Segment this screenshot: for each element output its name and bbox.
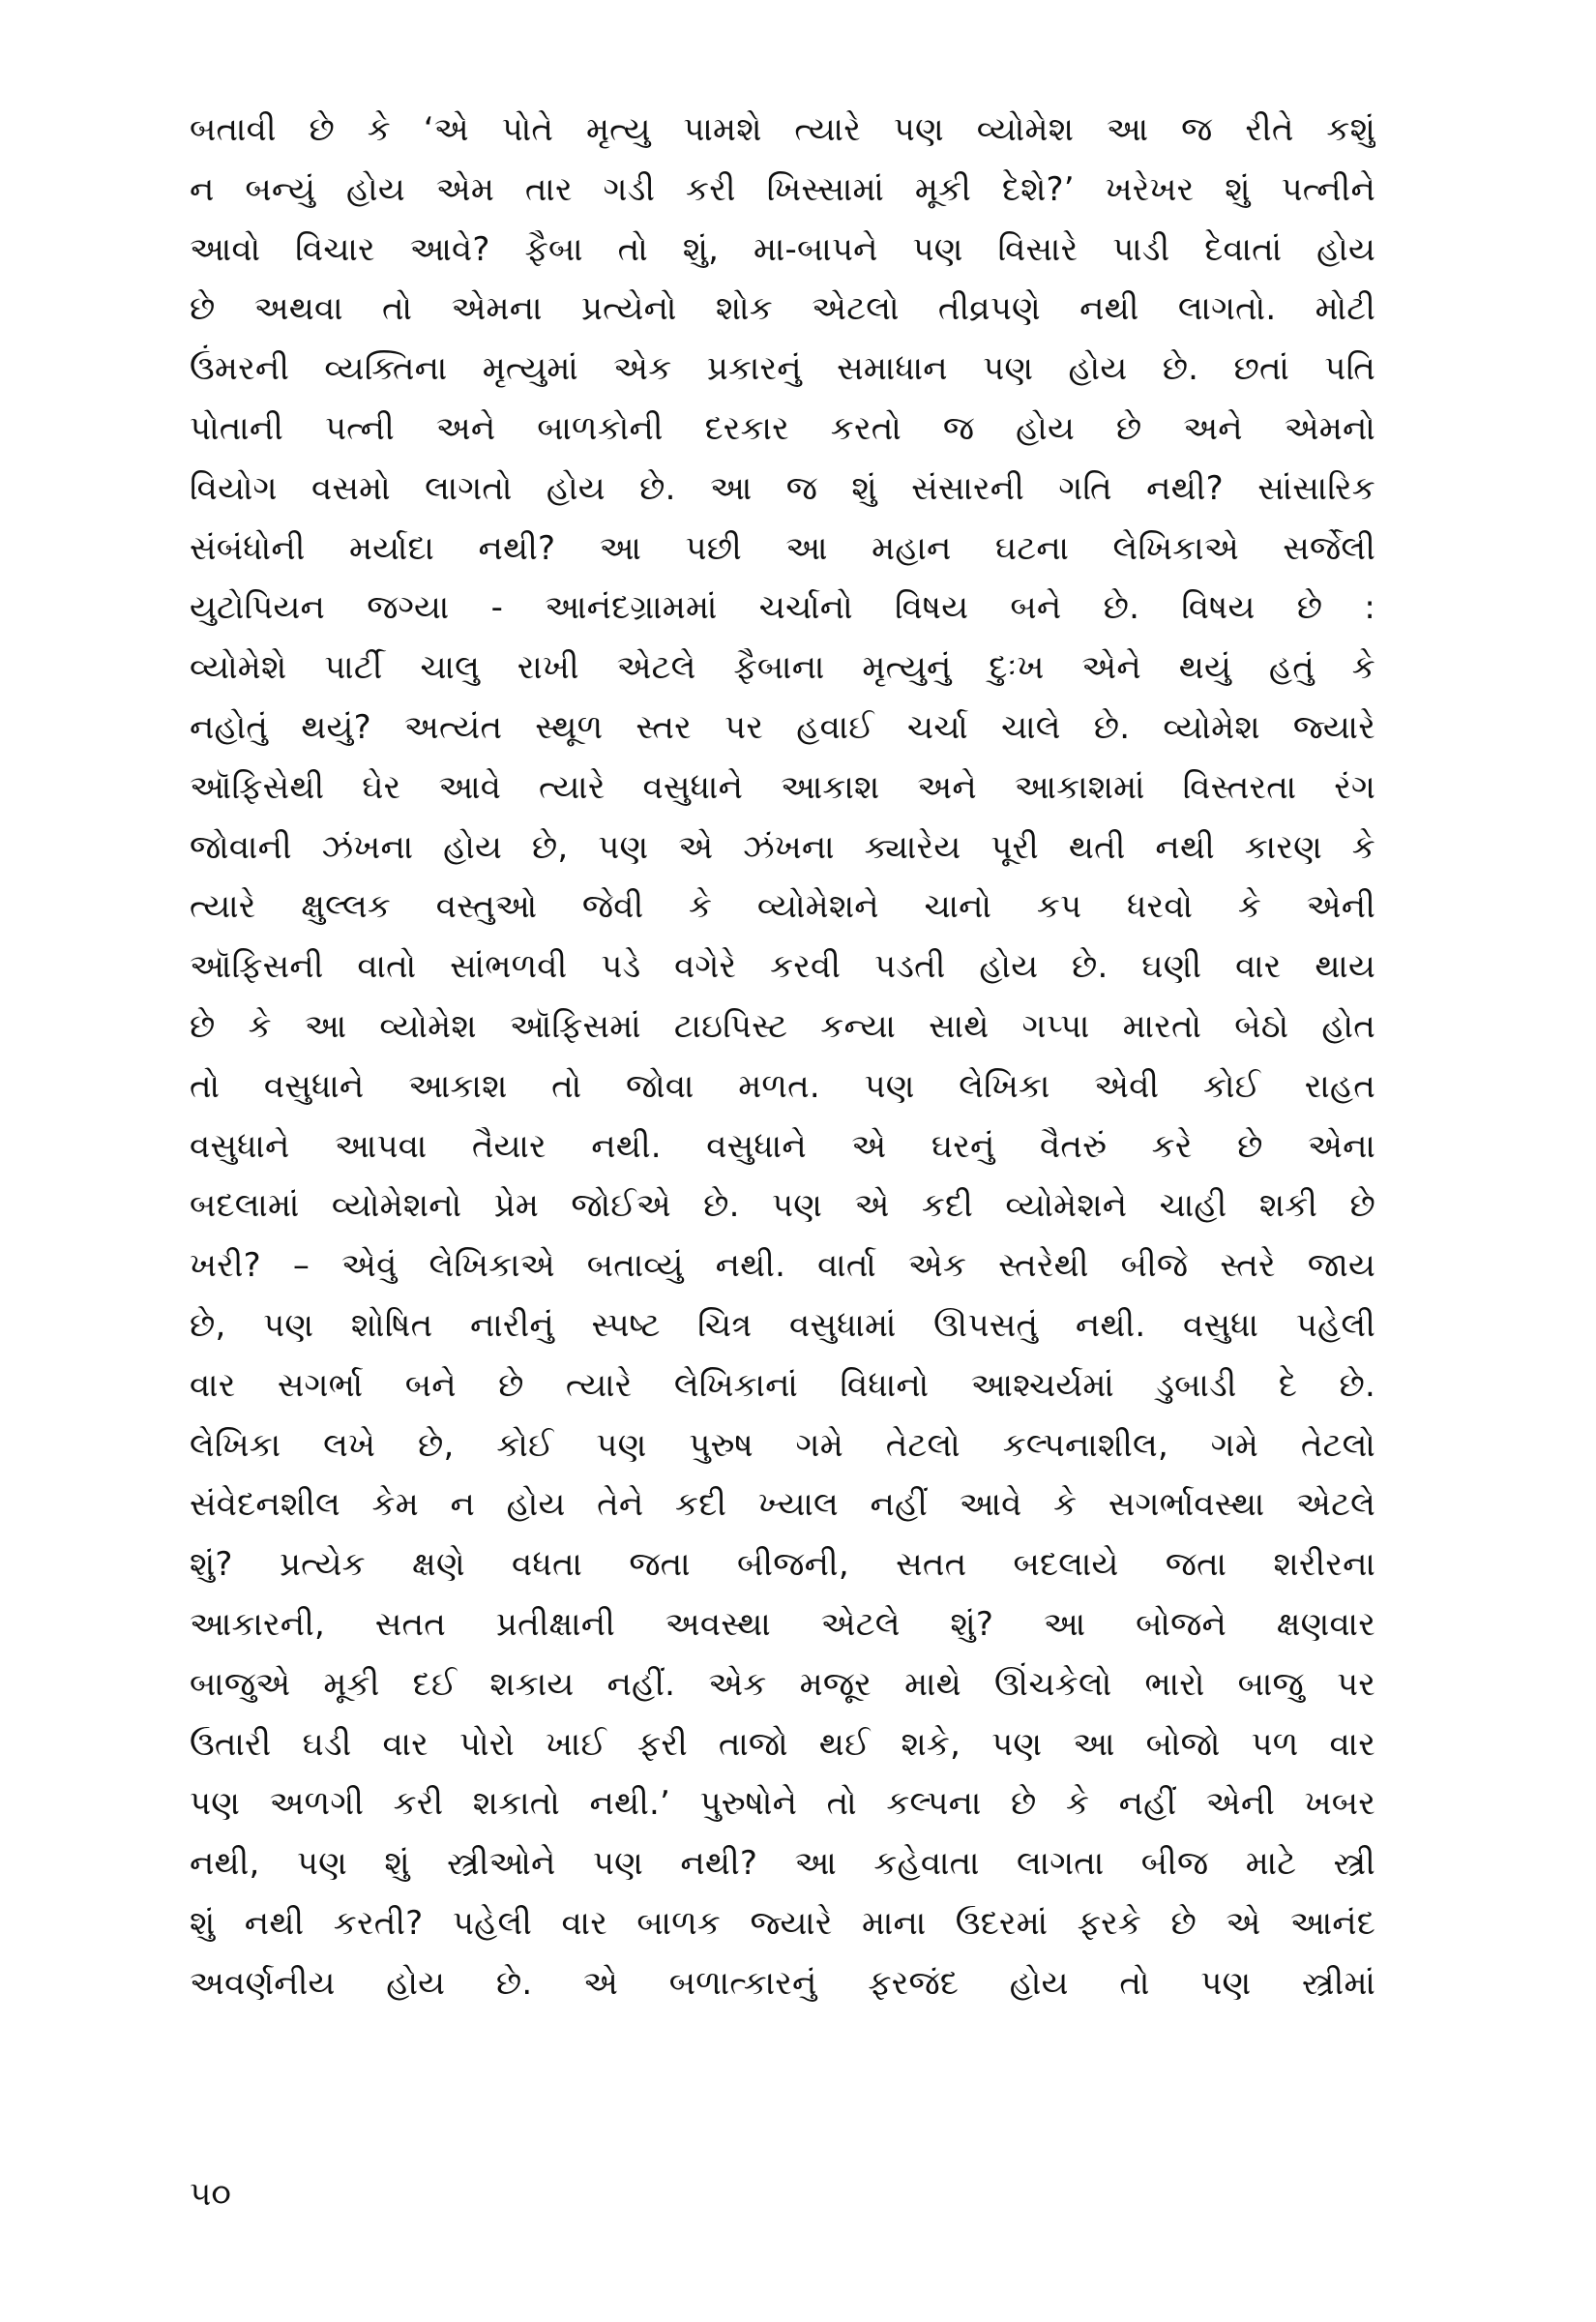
text-line-23: લેખિકા લખે છે, કોઈ પણ પુરુષ ગમે તેટલો કલ્પનાશીલ, ગમે તેટલો xyxy=(190,1425,1375,1465)
text-line-20: ખરી? – એવું લેખિકાએ બતાવ્યું નથી. વાર્તા એક સ્તરેથી બીજે સ્તરે જાય xyxy=(190,1246,1375,1286)
text-line-31: શું નથી કરતી? પહેલી વાર બાળક જ્યારે માના ઉદરમાં ફરકે છે એ આનંદ xyxy=(190,1903,1375,1943)
text-line-25: શું? પ્રત્યેક ક્ષણે વધતા જતા બીજની, સતત બદલાયે જતા શરીરના xyxy=(190,1545,1375,1585)
text-line-11: નહોતું થયું? અત્યંત સ્થૂળ સ્તર પર હવાઈ ચર્ચા ચાલે છે. વ્યોમેશ જ્યારે xyxy=(190,707,1375,747)
text-line-1: બતાવી છે કે ‘એ પોતે મૃત્યુ પામશે ત્યારે પણ વ્યોમેશ આ જ રીતે કશું xyxy=(190,110,1375,149)
text-line-9: યુટોપિયન જગ્યા - આનંદગ્રામમાં ચર્ચાનો વિષય બને છે. વિષય છે : xyxy=(190,588,1375,628)
text-line-2: ન બન્યું હોય એમ તાર ગડી કરી ખિસ્સામાં મૂકી દેશે?’ ખરેખર શું પત્નીને xyxy=(190,169,1375,209)
body-text xyxy=(190,101,1375,2014)
text-line-18: વસુધાને આપવા તૈયાર નથી. વસુધાને એ ઘરનું વૈતરું કરે છે એના xyxy=(190,1126,1375,1166)
text-line-22: વાર સગર્ભા બને છે ત્યારે લેખિકાનાં વિધાનો આશ્ચર્યમાં ડુબાડી દે છે. xyxy=(190,1365,1375,1405)
text-line-8: સંબંધોની મર્યાદા નથી? આ પછી આ મહાન ઘટના લેખિકાએ સર્જેલી xyxy=(190,528,1375,568)
text-line-3: આવો વિચાર આવે? ફૈબા તો શું, મા-બાપને પણ વિસારે પાડી દેવાતાં હોય xyxy=(190,229,1375,269)
text-line-24: સંવેદનશીલ કેમ ન હોય તેને કદી ખ્યાલ નહીં આવે કે સગર્ભાવસ્થા એટલે xyxy=(190,1485,1375,1525)
text-line-17: તો વસુધાને આકાશ તો જોવા મળત. પણ લેખિકા એવી કોઈ રાહત xyxy=(190,1066,1375,1106)
text-line-19: બદલામાં વ્યોમેશનો પ્રેમ જોઈએ છે. પણ એ કદી વ્યોમેશને ચાહી શકી છે xyxy=(190,1186,1375,1226)
text-line-29: પણ અળગી કરી શકાતો નથી.’ પુરુષોને તો કલ્પના છે કે નહીં એની ખબર xyxy=(190,1784,1375,1824)
text-line-6: પોતાની પત્ની અને બાળકોની દરકાર કરતો જ હોય છે અને એમનો xyxy=(190,408,1375,448)
page-number: ૫૦ xyxy=(190,2175,231,2214)
text-line-5: ઉંમરની વ્યક્તિના મૃત્યુમાં એક પ્રકારનું સમાધાન પણ હોય છે. છતાં પતિ xyxy=(190,349,1375,389)
text-line-30: નથી, પણ શું સ્ત્રીઓને પણ નથી? આ કહેવાતા લાગતા બીજ માટે સ્ત્રી xyxy=(190,1844,1375,1884)
text-line-27: બાજુએ મૂકી દઈ શકાય નહીં. એક મજૂર માથે ઊંચકેલો ભારો બાજુ પર xyxy=(190,1664,1375,1704)
text-line-14: ત્યારે ક્ષુલ્લક વસ્તુઓ જેવી કે વ્યોમેશને ચાનો કપ ધરવો કે એની xyxy=(190,887,1375,927)
text-line-10: વ્યોમેશે પાર્ટી ચાલુ રાખી એટલે ફૈબાના મૃત્યુનું દુઃખ એને થયું હતું કે xyxy=(190,648,1375,688)
text-line-4: છે અથવા તો એમના પ્રત્યેનો શોક એટલો તીવ્રપણે નથી લાગતો. મોટી xyxy=(190,289,1375,329)
text-line-12: ઑફિસેથી ઘેર આવે ત્યારે વસુધાને આકાશ અને આકાશમાં વિસ્તરતા રંગ xyxy=(190,767,1375,807)
text-line-13: જોવાની ઝંખના હોય છે, પણ એ ઝંખના ક્યારેય પૂરી થતી નથી કારણ કે xyxy=(190,827,1375,867)
text-line-26: આકારની, સતત પ્રતીક્ષાની અવસ્થા એટલે શું? આ બોજને ક્ષણવાર xyxy=(190,1604,1375,1644)
text-line-15: ઑફિસની વાતો સાંભળવી પડે વગેરે કરવી પડતી હોય છે. ઘણી વાર થાય xyxy=(190,947,1375,987)
text-line-16: છે કે આ વ્યોમેશ ઑફિસમાં ટાઇપિસ્ટ કન્યા સાથે ગપ્પા મારતો બેઠો હોત xyxy=(190,1006,1375,1046)
text-line-7: વિયોગ વસમો લાગતો હોય છે. આ જ શું સંસારની ગતિ નથી? સાંસારિક xyxy=(190,468,1375,508)
text-line-32: અવર્ણનીય હોય છે. એ બળાત્કારનું ફરજંદ હોય તો પણ સ્ત્રીમાં xyxy=(190,1963,1375,2003)
text-line-28: ઉતારી ઘડી વાર પોરો ખાઈ ફરી તાજો થઈ શકે, પણ આ બોજો પળ વાર xyxy=(190,1724,1375,1764)
text-line-21: છે, પણ શોષિત નારીનું સ્પષ્ટ ચિત્ર વસુધામાં ઊપસતું નથી. વસુધા પહેલી xyxy=(190,1305,1375,1345)
